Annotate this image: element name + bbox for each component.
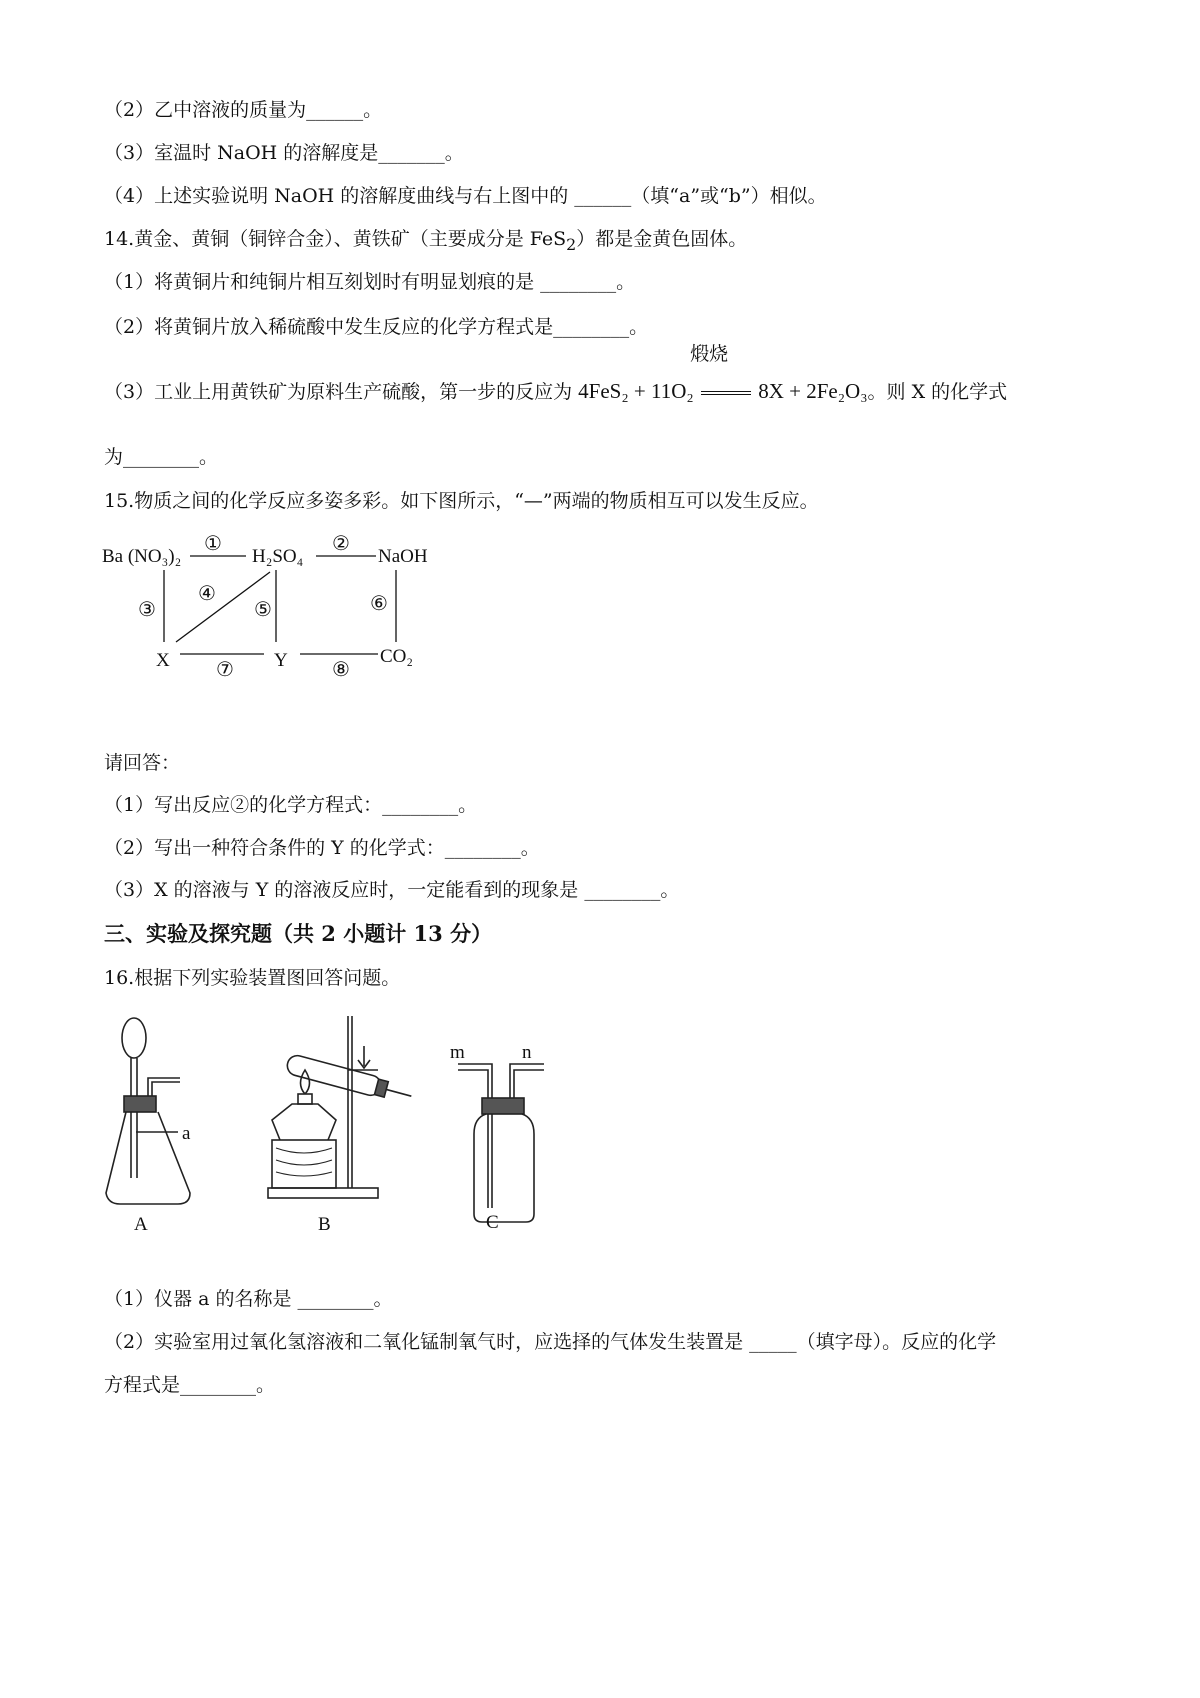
link-label-5: ⑤: [254, 599, 272, 621]
q14-part1: （1）将黄铜片和纯铜片相互刻划时有明显划痕的是 ________。: [104, 271, 636, 293]
label-m: m: [450, 1042, 465, 1063]
section-heading: 三、实验及探究题（共 2 小题计 13 分）: [104, 921, 493, 946]
node-h2so4: H₂SO₄: [252, 546, 304, 567]
q16-stem: 16.根据下列实验装置图回答问题。: [104, 967, 401, 989]
rubber-stopper-c: [482, 1098, 524, 1114]
conical-flask: [106, 1112, 190, 1204]
node-ba-no3-2: Ba (NO₃)₂: [102, 546, 182, 567]
reaction-diagram: [100, 530, 440, 690]
flame: [301, 1070, 310, 1094]
node-co2: CO₂: [380, 646, 414, 667]
q14-stem: 14.黄金、黄铜（铜锌合金）、黄铁矿（主要成分是 FeS$_2$）都是金黄色固体。: [104, 228, 748, 254]
funnel-bulb: [122, 1018, 146, 1058]
q14-part3-cont: 为________。: [104, 446, 219, 468]
node-x: X: [156, 650, 170, 671]
node-naoh: NaOH: [378, 546, 428, 567]
reaction-condition: 煅烧: [690, 344, 729, 365]
link-label-4: ④: [198, 583, 216, 605]
apparatus-b: [268, 1016, 414, 1198]
q14-part2: （2）将黄铜片放入稀硫酸中发生反应的化学方程式是________。: [104, 316, 649, 338]
q15-stem: 15.物质之间的化学反应多姿多彩。如下图所示，“—”两端的物质相互可以发生反应。: [104, 490, 819, 512]
equals-sign: [701, 391, 751, 395]
q16-part2: （2）实验室用过氧化氢溶液和二氧化锰制氧气时，应选择的气体发生装置是 _____（填字母）。反应的化学: [104, 1331, 997, 1353]
q15-part2: （2）写出一种符合条件的 Y 的化学式：________。: [104, 837, 540, 859]
link-label-8: ⑧: [332, 659, 350, 681]
test-tube: [285, 1053, 383, 1097]
apparatus-a: [106, 1018, 190, 1204]
link-label-6: ⑥: [370, 593, 388, 615]
rubber-stopper-a: [124, 1096, 156, 1112]
label-B: B: [318, 1214, 331, 1235]
q13-part2: （2）乙中溶液的质量为______。: [104, 99, 383, 121]
q15-part3: （3）X 的溶液与 Y 的溶液反应时，一定能看到的现象是 ________。: [104, 879, 680, 901]
alcohol-lamp: [272, 1104, 336, 1140]
q15-prompt: 请回答：: [104, 752, 181, 774]
label-A: A: [134, 1214, 148, 1235]
link-label-3: ③: [138, 599, 156, 621]
link-label-7: ⑦: [216, 659, 234, 681]
q15-part1: （1）写出反应②的化学方程式：________。: [104, 794, 478, 816]
q13-part4: （4）上述实验说明 NaOH 的溶解度曲线与右上图中的 ______（填“a”或“b”）相似。: [104, 185, 827, 207]
q14-part3: （3）工业上用黄铁矿为原料生产硫酸，第一步的反应为 4FeS₂ + 11O₂ 煅烧 8X + 2Fe₂O₃。则 X 的化学式: [104, 344, 1008, 403]
node-y: Y: [274, 650, 288, 671]
label-n: n: [522, 1042, 532, 1063]
wooden-block: [272, 1140, 336, 1188]
q13-part3: （3）室温时 NaOH 的溶解度是_______。: [104, 142, 464, 164]
label-a: a: [182, 1123, 191, 1144]
label-C: C: [486, 1212, 499, 1233]
apparatus-c: [458, 1064, 544, 1222]
apparatus-figure: [96, 1008, 566, 1238]
link-label-1: ①: [204, 533, 222, 555]
link-label-2: ②: [332, 533, 350, 555]
q16-part1: （1）仪器 a 的名称是 ________。: [104, 1288, 393, 1310]
gas-bottle: [474, 1114, 534, 1222]
q16-part2-cont: 方程式是________。: [104, 1374, 276, 1396]
reaction-equation: 4FeS₂ + 11O₂ 煅烧 8X + 2Fe₂O₃: [578, 344, 868, 403]
stand-base: [268, 1188, 378, 1198]
